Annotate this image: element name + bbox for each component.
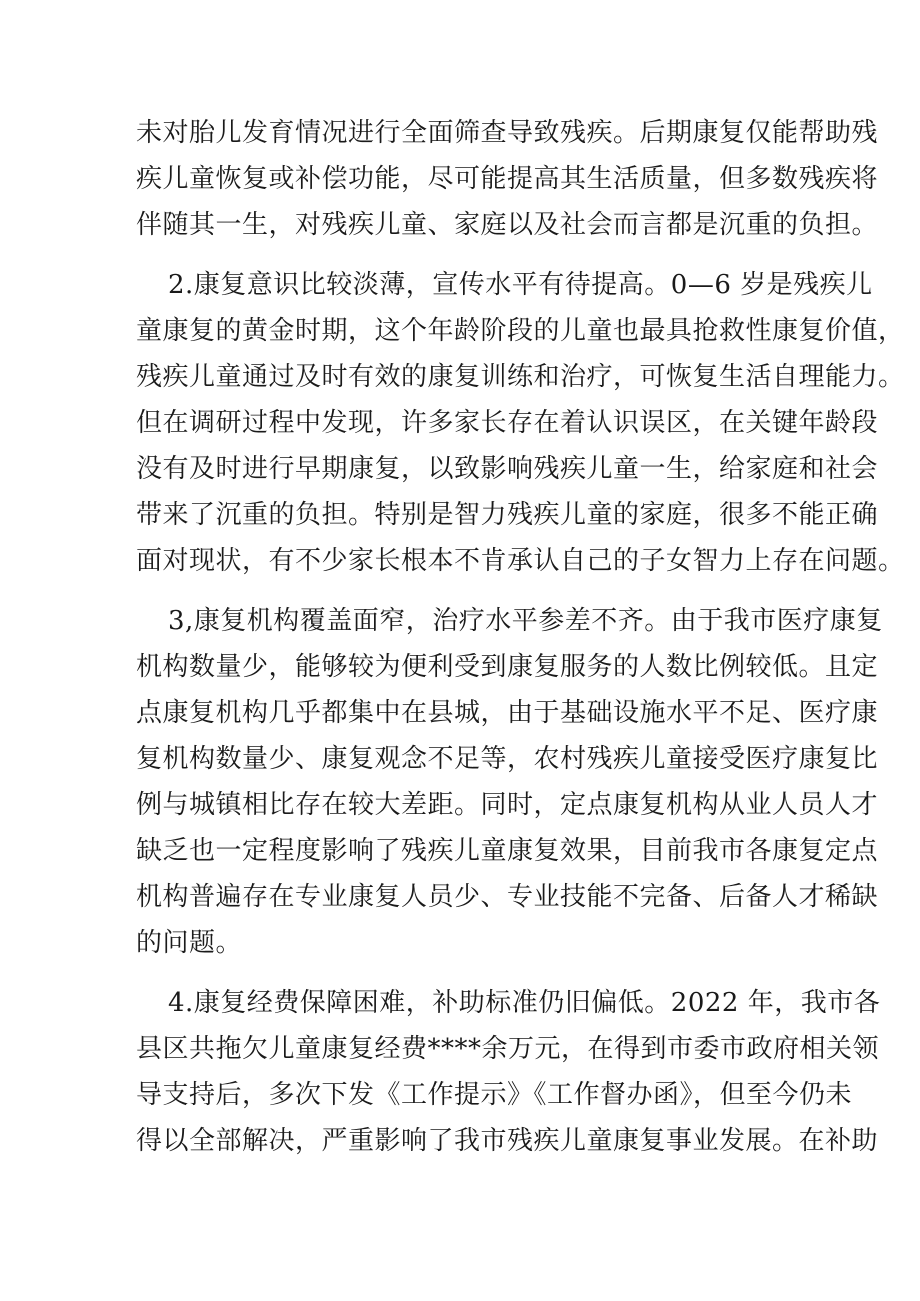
paragraph-2-line-0: 3,康复机构覆盖面窄，治疗水平参差不齐。由于我市医疗康复 — [168, 606, 883, 636]
paragraph-0-line-0: 未对胎儿发育情况进行全面筛查导致残疾。后期康复仅能帮助残 — [136, 118, 879, 148]
paragraph-2-line-3: 复机构数量少、康复观念不足等，农村残疾儿童接受医疗康复比 — [136, 744, 879, 774]
paragraph-1-line-0: 2.康复意识比较淡薄，宣传水平有待提高。0—6 岁是残疾儿 — [168, 270, 873, 300]
paragraph-2-line-2: 点康复机构几乎都集中在县城，由于基础设施水平不足、医疗康 — [136, 698, 879, 728]
paragraph-2-line-7: 的问题。 — [136, 928, 243, 958]
paragraph-3-line-0: 4.康复经费保障困难，补助标准仍旧偏低。2022 年，我市各 — [168, 988, 881, 1018]
paragraph-2-line-1: 机构数量少，能够较为便利受到康复服务的人数比例较低。且定 — [136, 652, 879, 682]
paragraph-1-line-2: 残疾儿童通过及时有效的康复训练和治疗，可恢复生活自理能力。 — [136, 362, 905, 392]
paragraph-1-line-3: 但在调研过程中发现，许多家长存在着认识误区，在关键年龄段 — [136, 408, 879, 438]
paragraph-1-line-4: 没有及时进行早期康复，以致影响残疾儿童一生，给家庭和社会 — [136, 454, 879, 484]
paragraph-1-line-5: 带来了沉重的负担。特别是智力残疾儿童的家庭，很多不能正确 — [136, 500, 879, 530]
paragraph-3-line-3: 得以全部解决，严重影响了我市残疾儿童康复事业发展。在补助 — [136, 1126, 879, 1156]
paragraph-1-line-1: 童康复的黄金时期，这个年龄阶段的儿童也最具抢救性康复价值， — [136, 316, 905, 346]
paragraph-2-line-4: 例与城镇相比存在较大差距。同时，定点康复机构从业人员人才 — [136, 790, 879, 820]
paragraph-1-line-6: 面对现状，有不少家长根本不肯承认自己的子女智力上存在问题。 — [136, 546, 905, 576]
paragraph-2-line-5: 缺乏也一定程度影响了残疾儿童康复效果，目前我市各康复定点 — [136, 836, 879, 866]
paragraph-3-line-2: 导支持后，多次下发《工作提示》《工作督办函》，但至今仍未 — [136, 1080, 853, 1110]
paragraph-3-line-1: 县区共拖欠儿童康复经费****余万元，在得到市委市政府相关领 — [136, 1034, 880, 1064]
paragraph-2-line-6: 机构普遍存在专业康复人员少、专业技能不完备、后备人才稀缺 — [136, 882, 879, 912]
paragraph-0-line-1: 疾儿童恢复或补偿功能，尽可能提高其生活质量，但多数残疾将 — [136, 164, 879, 194]
paragraph-0-line-2: 伴随其一生，对残疾儿童、家庭以及社会而言都是沉重的负担。 — [136, 210, 879, 240]
